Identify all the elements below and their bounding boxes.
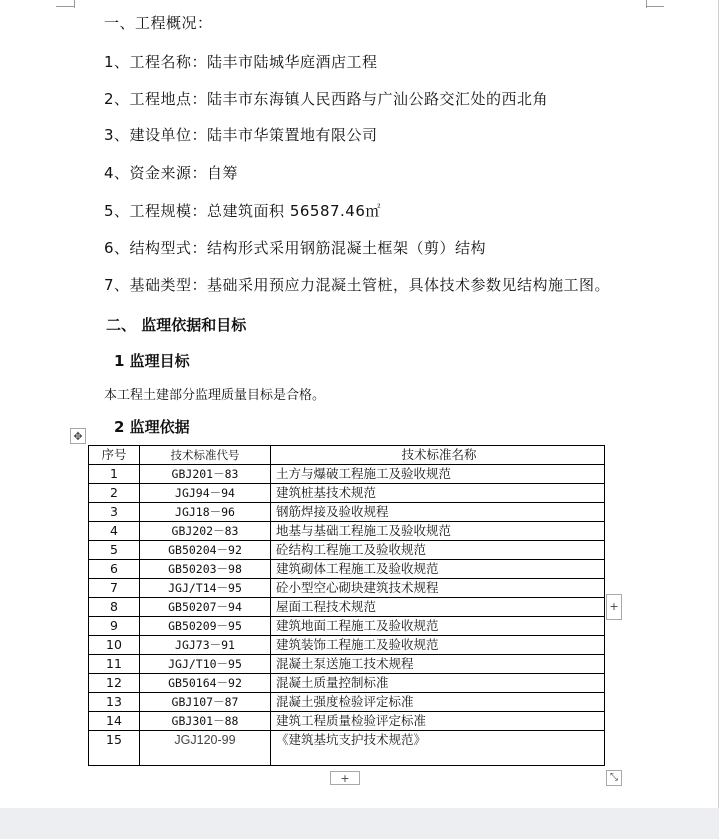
row-index: 6 xyxy=(89,560,140,579)
table-row xyxy=(89,731,605,766)
row-code: JGJ94－94 xyxy=(140,484,271,503)
row-code: JGJ/T14－95 xyxy=(140,579,271,598)
table-row xyxy=(89,541,605,560)
row-name: 砼小型空心砌块建筑技术规程 xyxy=(271,579,605,598)
row-code: GBJ201－83 xyxy=(140,465,271,484)
table-row xyxy=(89,693,605,712)
row-code: JGJ18－96 xyxy=(140,503,271,522)
table-row xyxy=(89,465,605,484)
plus-icon: + xyxy=(340,772,350,785)
row-code: GB50164－92 xyxy=(140,674,271,693)
row-name: 建筑装饰工程施工及验收规范 xyxy=(271,636,605,655)
foundation-type: 7、基础类型：基础采用预应力混凝土管桩，具体技术参数见结构施工图。 xyxy=(104,276,611,294)
plus-icon: + xyxy=(609,600,619,613)
row-index: 12 xyxy=(89,674,140,693)
row-name: 钢筋焊接及验收规程 xyxy=(271,503,605,522)
table-row xyxy=(89,674,605,693)
row-code: JGJ/T10－95 xyxy=(140,655,271,674)
header-index: 序号 xyxy=(89,446,140,465)
margin-mark-top-vertical xyxy=(74,0,75,8)
row-index: 7 xyxy=(89,579,140,598)
row-code: GBJ107－87 xyxy=(140,693,271,712)
row-name: 混凝土质量控制标准 xyxy=(271,674,605,693)
row-index: 11 xyxy=(89,655,140,674)
header-name: 技术标准名称 xyxy=(271,446,605,465)
construction-unit: 3、建设单位：陆丰市华策置地有限公司 xyxy=(104,126,378,144)
row-name: 混凝土强度检验评定标准 xyxy=(271,693,605,712)
row-code: JGJ73－91 xyxy=(140,636,271,655)
row-code: GB50207－94 xyxy=(140,598,271,617)
row-name: 地基与基础工程施工及验收规范 xyxy=(271,522,605,541)
table-row xyxy=(89,598,605,617)
row-name: 建筑砌体工程施工及验收规范 xyxy=(271,560,605,579)
row-index: 10 xyxy=(89,636,140,655)
table-row xyxy=(89,484,605,503)
row-name: 建筑地面工程施工及验收规范 xyxy=(271,617,605,636)
row-index: 14 xyxy=(89,712,140,731)
project-location: 2、工程地点：陆丰市东海镇人民西路与广汕公路交汇处的西北角 xyxy=(104,90,549,108)
section2-heading: 二、 监理依据和目标 xyxy=(106,316,247,334)
row-code: JGJ120-99 xyxy=(140,731,271,766)
row-code: GBJ202－83 xyxy=(140,522,271,541)
row-code: GB50204－92 xyxy=(140,541,271,560)
header-code: 技术标准代号 xyxy=(140,446,271,465)
project-name: 1、工程名称：陆丰市陆城华庭酒店工程 xyxy=(104,53,378,71)
table-row xyxy=(89,636,605,655)
table-row xyxy=(89,503,605,522)
add-row-button[interactable] xyxy=(330,771,360,785)
overview-heading: 一、工程概况： xyxy=(104,14,213,32)
row-name: 屋面工程技术规范 xyxy=(271,598,605,617)
project-scale: 5、工程规模：总建筑面积 56587.46㎡ xyxy=(104,202,381,220)
row-code: GB50203－98 xyxy=(140,560,271,579)
margin-mark-top-right xyxy=(646,6,664,7)
funding-source: 4、资金来源：自筹 xyxy=(104,164,239,182)
table-header-row xyxy=(89,446,605,465)
row-name: 砼结构工程施工及验收规范 xyxy=(271,541,605,560)
row-name: 土方与爆破工程施工及验收规范 xyxy=(271,465,605,484)
row-index: 2 xyxy=(89,484,140,503)
resize-icon[interactable]: ⤡ xyxy=(606,770,622,786)
goal-heading: 1 监理目标 xyxy=(114,352,190,370)
row-index: 4 xyxy=(89,522,140,541)
row-index: 9 xyxy=(89,617,140,636)
structure-type: 6、结构型式：结构形式采用钢筋混凝土框架（剪）结构 xyxy=(104,239,487,257)
goal-text: 本工程土建部分监理质量目标是合格。 xyxy=(104,388,326,403)
row-index: 13 xyxy=(89,693,140,712)
row-index: 15 xyxy=(89,731,140,766)
table-row xyxy=(89,522,605,541)
row-code: GBJ301－88 xyxy=(140,712,271,731)
row-code: GB50209－95 xyxy=(140,617,271,636)
row-index: 5 xyxy=(89,541,140,560)
table-row xyxy=(89,712,605,731)
table-row xyxy=(89,579,605,598)
row-index: 8 xyxy=(89,598,140,617)
margin-mark-top-right-vertical xyxy=(646,0,647,8)
row-name: 《建筑基坑支护技术规范》 xyxy=(271,731,605,766)
row-index: 1 xyxy=(89,465,140,484)
page-gap xyxy=(0,808,719,839)
table-row xyxy=(89,560,605,579)
margin-mark-top xyxy=(56,6,74,7)
standards-table xyxy=(88,445,605,766)
row-index: 3 xyxy=(89,503,140,522)
move-icon[interactable]: ✥ xyxy=(70,428,86,444)
basis-heading: 2 监理依据 xyxy=(114,418,190,436)
row-name: 建筑工程质量检验评定标准 xyxy=(271,712,605,731)
add-column-button[interactable] xyxy=(606,594,622,620)
table-row xyxy=(89,655,605,674)
row-name: 建筑桩基技术规范 xyxy=(271,484,605,503)
table-row xyxy=(89,617,605,636)
row-name: 混凝土泵送施工技术规程 xyxy=(271,655,605,674)
